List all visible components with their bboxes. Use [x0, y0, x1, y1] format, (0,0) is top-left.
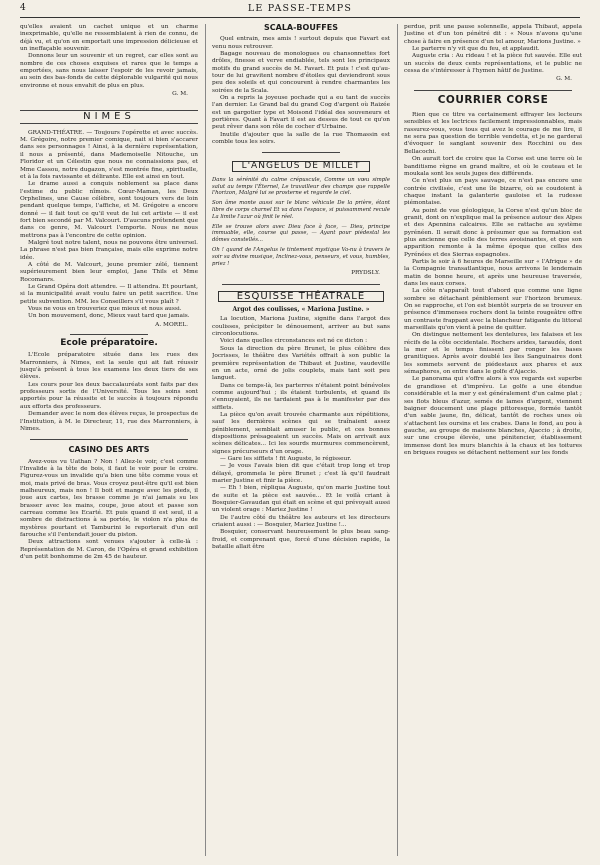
article-paragraph: Vous ne vous en trouveriez que mieux et nous aussi.	[28, 306, 182, 313]
poem-stanza: Elle se trouve alors avec Dieu face à face, — Dieu, principe immuable, elle, course qui passe, — Ayant pour piédestal les dômes constellés...	[212, 223, 390, 244]
article-paragraph: La côte n'apparaît tout d'abord que comme une ligne sombre se détachant péniblement sur l'horizon brumeux. On se rapproche, et l'on est bientôt surpris de se trouver en présence d'immenses rochers dont la teinte rougeâtre offre un contraste frappant avec la blancheur fatigante du littoral marseillais qu'on vient à peine de quitter.	[404, 288, 582, 332]
angelus-poem	[212, 177, 390, 268]
section-rule	[262, 152, 340, 153]
intro-paragraph: qu'elles avaient un cachet unique et un charme inexprimable, qu'elle ne ressemblaient à rien de connu, de déjà vu, et qu'on en emportait une impression délicieuse et un ineffaçable souvenir.	[20, 24, 198, 53]
article-paragraph: Partis le soir à 6 heures de Marseille sur « l'Afrique » de la Compagnie transatlantique, nous arrivons le lendemain matin de bonne heure, et après une heureuse traversée, dans les eaux corses.	[404, 258, 582, 287]
article-paragraph: La locution, Mariona Justine, signifie dans l'argot des coulisses, précipiter le dénouement, arriver au but sans circonlocutions.	[212, 316, 390, 338]
article-paragraph: L'Ecole préparatoire située dans les rues des Marronniers, à Nimes, est la seule qui ait fait réussir jusqu'à présent à tous les examens les deux tiers de ses élèves.	[20, 352, 198, 381]
section-rule	[30, 439, 188, 440]
section-rule	[222, 284, 380, 285]
article-paragraph: Le drame aussi a conquis noblement sa place dans l'estime du public nîmois. Cœur-Maman, les Deux Orphelines, une Cause célèbre, sont toujours vers de loin pendant quelque temps, l'affiche, et M. Grégoire a encore donné — il fait tout ce qu'il veut de lui cet artiste — il est fort bien secondé par M. Valcourt. D'aucuns prétendent que dans ce genre, M. Valcourt l'emporte. Nous ne nous mettrons pas à l'encontre de cette opinion.	[20, 181, 198, 239]
section-rule	[414, 90, 572, 91]
column-2	[212, 24, 390, 856]
nimes-heading: NIMES	[20, 110, 198, 123]
casino-heading: CASINO DES ARTS	[68, 445, 150, 455]
article-paragraph: On a repris la joyeuse pochade qui a eu tant de succès l'an dernier. Le Grand bal du grand Cog d'argent où Raizée est un gargotier type et Moisond l'idéal des souveneurs et portières. Quant à Favart il est au dessus de tout ce qu'on peut rêver dans son rôle de cocher d'Urbaine.	[212, 95, 390, 131]
article-paragraph: On distingue nettement les dentelures, les falaises et les récifs de la côte occidentale. Rochers arides, taraudés, dont la mer et le temps finissent par ronger les bases granitiques. Après avoir doublé les îles Sanguinaires dont les sommets servent de piédestaux aux phares et aux sémaphores, on entre dans le golfe d'Ajaccio.	[404, 332, 582, 376]
article-paragraph: Dans ce temps-là, les parterres n'étaient point bénévoles comme aujourd'hui ; ils étaient turbulents, et quand ils s'ennuyaient, ils ne tardaient pas à le manifester par des sifflets.	[212, 382, 390, 411]
article-paragraph: Le parterre n'y vit que du feu, et applaudit.	[412, 46, 540, 53]
column-divider-2	[397, 24, 398, 856]
article-paragraph: Le panorama qui s'offre alors à vos regards est superbe de grandiose et d'imprévu. Le golfe a une étendue considérable et la mer y est généralement d'un calme plat ; ses flots bleus d'azur, semés de lames d'argent, viennent baigner doucement une plage pittoresque, formée tantôt d'un sable jaune, fin, délicat, tantôt de roches unes où s'attachent les oursins et les crabes. Dans le fond, au pou à gauche, au groupe de maisons blanches, Ajaccio ; à droite, sur une croupe élevée, une pénitencier, établissement immense dont les murs blanchis à la chaux et les toitures en briques rouges se détachent nettement sur les fonds	[404, 376, 582, 456]
masthead-title: LE PASSE-TEMPS	[247, 3, 353, 14]
article-paragraph: Bosquier, conservant heureusement le plus beau sang-froid, et comprenant que, forcé d'une décision rapide, la bataille allait être	[212, 529, 390, 551]
article-paragraph: — Je vous l'avais bien dit que c'était trop long et trop délayé, grommela le père Brunet ; c'est là qu'il faudrait marier Justine et finir la pièce.	[212, 463, 390, 484]
article-paragraph: — Eh ! bien, répliqua Auguste, qu'on marie Justine tout de suite et la pièce est sauvée... Et le voilà criant à Bosquier-Gavaudan qui était en scène et qui prévoyait aussi un violent orage : Mariez Justine !	[212, 485, 390, 514]
article-paragraph: Sous la direction du père Brunet, le plus célèbre des Jocrisses, le théâtre des Variétés offrait à son public la première représentation de Thibaut et Justine, vaudeville en un acte, orné de jolis couplets, mais tant soit peu languet.	[212, 345, 390, 382]
article-paragraph: De l'autre côté du théâtre les auteurs et les directeurs criaient aussi : — Bosquier, Mariez Justine !...	[212, 514, 390, 529]
article-paragraph: Un bon mouvement, donc, Mieux vaut tard que jamais.	[28, 313, 190, 320]
esquisse-signature: G. M.	[556, 76, 572, 83]
article-paragraph: On aurait tort de croire que la Corse est une terre où le banditisme règne en grand maître, et où le couteau et le moukala sont les seuls juges des différends.	[404, 156, 582, 177]
poem-stanza: Dans la sérénité du calme crépuscule, Comme un vœu simple salut au temps l'Éternel, Le travailleur des champs que rappelle l'horizon, Malgré lui se prosterne et regarde le ciel.	[212, 176, 390, 197]
article-paragraph: perdue, prit une pause solennelle, appela Thibaut, appela Justine et d'un ton pénétré dit : « Nous n'avons qu'une chose à faire en présence d'un tel amour, Marions Justine. »	[404, 24, 582, 45]
section-rule	[70, 334, 148, 335]
corse-heading: COURRIER CORSE	[437, 93, 549, 106]
angelus-heading: L'ANGELUS DE MILLET	[232, 161, 370, 172]
intro-signature: G. M.	[172, 91, 188, 98]
article-paragraph: Quel entrain, mes amis ! surtout depuis que Favart est venu nous retrouver.	[212, 36, 390, 50]
article-paragraph: Ce n'est plus un pays sauvage, ce n'est pas encore une contrée civilisée, c'est une île bizarre, où se coudoient à chaque instant la galanterie gauloise et la rudesse piémontaise.	[404, 178, 582, 207]
page-header	[20, 3, 580, 17]
poem-signature: PRYDSLY.	[351, 270, 380, 277]
article-paragraph: Auguste cria : Au rideau ! et la pièce fut sauvée. Elle eut un succès de deux cents représentations, et le public ne cessa de s'intéresser à l'hymen hâtif de Justine.	[404, 53, 582, 75]
column-1	[20, 24, 198, 856]
article-paragraph: A côté de M. Valcourt, jeune premier zélé, tiennent supérieurement bien leur emploi, Jane Thils et Mme Rocomanrs.	[20, 261, 198, 283]
scala-heading: SCALA-BOUFFES	[264, 24, 338, 32]
article-paragraph: Bagage nouveau de monologues ou chansonnettes fort drôles, finesse et verve endiablée, tels sont les principaux motifs du grand succès de M. Favart. Et puis ! c'est qu'au-tour de lui gravitent nombre d'étoiles qui deviendront sous peu des soleils et qui concourent à rendre charmantes les soirées de la Scala.	[212, 51, 390, 94]
article-paragraph: Au point de vue géologique, la Corse n'est qu'un bloc de granit, dont on n'explique mal la présence autour des Alpes et des Apennins calcaires. Elle se rattache au système pyrénéen. Il serait donc à présumer que sa formation est plus ancienne que celle des terres avoisinantes, et que son apparition remonte à la même époque que celles des Pyrénées et des Sierras espagnoles.	[404, 207, 582, 258]
intro-paragraph-2: Donnons leur un souvenir et un regret, car elles sont au nombre de ces choses exquises et rares que le temps a emportées, sans nous laisser l'espoir de les revoir jamais, au sein des bas-fonds de cette déplorable vulgarité qui nous environne et nous envahit de plus en plus.	[20, 53, 198, 89]
nimes-article	[20, 130, 198, 321]
article-paragraph: Voici dans quelles circonstances est né ce dicton :	[220, 338, 368, 345]
article-paragraph: Les cours pour les deux baccalauréats sont faits par des professeurs sortis de l'Université. Tous les soins sont apportés pour la réussite et le succès à toujours répondu aux efforts des professeurs.	[20, 381, 198, 410]
esquisse-heading: ESQUISSE THÉATRALE	[218, 291, 384, 302]
article-paragraph: Deux attractions sont venues s'ajouter à celle-là : Représentation de M. Caron, de l'Opéra et grand exhibition d'un petit bonhomme de 2m 45 de hauteur.	[20, 539, 198, 560]
nimes-signature: A. MOREL.	[155, 321, 188, 328]
poem-stanza: Oh ! quand de l'Angelus le tintement mystique Va-nu à travers le soir sa divine musique, Inclinez-vous, penseurs, et vous, humbles, priez !	[212, 247, 390, 267]
article-paragraph: La pièce qu'on avait trouvée charmante aux répétitions, sauf les dernières scènes qui se traînaient assez péniblement, semblait amuser le public, et ces bonnes dispositions présageaient un succès. Mais on arrivait aux scènes délicates... Ici les sourds murmures commencèrent, signes précurseurs d'un orage.	[212, 411, 390, 455]
article-paragraph: Demander avec le nom des élèves reçus, le prospectus de l'Institution, à M. le Directeur, 11, rue des Marronniers, à Nimes.	[20, 411, 198, 432]
article-paragraph: GRAND-THÉATRE. — Toujours l'opérette et avec succès. M. Grégoire, notre premier comique, nait si bien s'accarer dans ses personnages ! Ainsi, à la dernière représentation, il nous a présenté, dans Mademoiselle Nitouche, un Floridor et un Célestin que nous ne connaissions pas, et Mme Cassou, notre dugazon, s'est montrée fine, spirituelle, et à la fois ravissante et délirante. Elle est ainsi en tout.	[20, 129, 198, 180]
article-paragraph: Le Grand Opéra doit attendre. — Il attendra. Et pourtant, si la municipalité avait voulu faire un petit sacrifice. Une petite subvention. MM. les Conseillers s'il vous plaît ?	[20, 284, 198, 305]
page-number: 4	[20, 3, 26, 13]
column-divider-1	[205, 24, 206, 856]
article-paragraph: Malgré tout notre talent, nous ne pouvons être universel. La phrase n'est pas bien française, mais elle exprime notre idée.	[20, 239, 198, 261]
article-paragraph: — Gare les sifflets ! fit Auguste, le régisseur.	[220, 455, 352, 462]
esquisse-subheading: Argot des coulisses, « Mariona Justine. »	[232, 306, 370, 314]
article-paragraph: Rien que ce titre va certainement effrayer les lecteurs sensibles et les lectrices facilement impressionnables, mais rassurez-vous, vous tous qui avez le courage de me lire, il ne sera pas question de terrible vendetta, et je ne garderai d'évoquer le sanglant souvenir des Rocchini ou des Bellacochi.	[404, 112, 582, 155]
article-paragraph: Inutile d'ajouter que la salle de la rue Thomassin est comble tous les soirs.	[212, 131, 390, 146]
column-3	[404, 24, 582, 856]
article-paragraph: Avez-vous vu Uathan ? Non ! Allez-le voir, c'est comme l'Invalide à la tête de bois, il faut le voir pour le croire. Figurez-vous un invalide qu'a bien une tête comme vous et moi, mais privé de bras. Vous croyez peut-être qu'il est bien malheureux, mais non ! Il boit et mange avec les pieds, il joue aux cartes, les brasse comme je n'ai jamais su les brasser avec les mains, coupe, joue atout et passe son carreau comme les Ecarté. Et puis quand il est seul, il a sombre de distractions à sa portée, le violon n'a plus de mystères pourtant et Tamburini le reporterait d'un œil farouche s'il l'entendait jouer du piston.	[20, 458, 198, 538]
header-rule	[20, 17, 580, 18]
ecole-heading: Ecole préparatoire.	[60, 338, 158, 349]
poem-stanza: Son âme monte aussi sur le blanc véhicule De la prière, étant libre de corps charnel Et va dans l'espace, si puissamment recule La limite l'azur où finit le réel.	[212, 200, 390, 220]
